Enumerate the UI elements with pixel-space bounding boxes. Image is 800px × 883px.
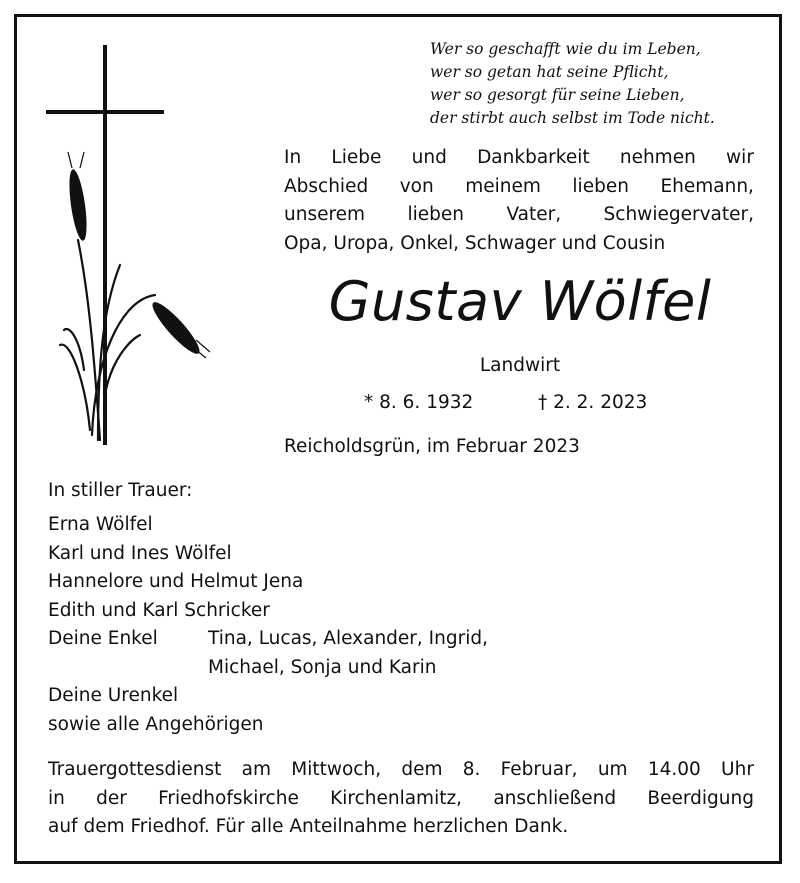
service-line: auf dem Friedhof. Für alle Anteilnahme herzlichen Dank. xyxy=(48,816,569,837)
mourner-grandchildren-cont xyxy=(48,654,488,683)
service-line xyxy=(48,756,754,785)
mourner: Karl und Ines Wölfel xyxy=(48,542,232,564)
intro-line xyxy=(284,144,754,173)
word: Trauergottesdienst xyxy=(48,759,222,780)
word: der xyxy=(96,787,127,809)
word: Schwiegervater, xyxy=(603,204,754,225)
wheat-icon xyxy=(60,240,155,440)
death-date: † 2. 2. 2023 xyxy=(538,392,648,413)
intro-line xyxy=(284,201,754,230)
word: und xyxy=(411,147,447,168)
word: Beerdigung xyxy=(647,787,754,809)
grandchildren-label: Deine Enkel xyxy=(48,628,158,649)
word: Uhr xyxy=(721,759,754,780)
word: dem xyxy=(401,759,443,780)
intro-text xyxy=(284,144,754,258)
mourner: Hannelore und Helmut Jena xyxy=(48,571,304,592)
place-date: Reicholdsgrün, im Februar 2023 xyxy=(284,436,580,457)
mourner: sowie alle Angehörigen xyxy=(48,713,264,735)
birth-date: * 8. 6. 1932 xyxy=(364,392,474,413)
mourner-grandchildren xyxy=(48,625,488,654)
word: Kirchenlamitz, xyxy=(330,787,463,809)
word: 8. xyxy=(462,759,481,780)
word: Mittwoch, xyxy=(291,759,382,780)
word: am xyxy=(241,759,271,780)
word: Ehemann, xyxy=(660,175,754,197)
intro-line xyxy=(284,173,754,202)
word: In xyxy=(284,147,302,168)
word: Liebe xyxy=(331,147,382,168)
word: in xyxy=(48,787,65,809)
mourner: Erna Wölfel xyxy=(48,514,153,535)
word: anschließend xyxy=(493,787,617,809)
mourning-heading: In stiller Trauer: xyxy=(48,480,193,501)
poem-line: Wer so geschafft wie du im Leben, xyxy=(430,40,701,58)
word: 14.00 xyxy=(647,759,701,780)
service-line xyxy=(48,785,754,814)
word: Februar, xyxy=(500,759,578,780)
cross-icon xyxy=(40,40,220,450)
word: nehmen xyxy=(619,147,696,168)
word: Dankbarkeit xyxy=(477,147,590,168)
service-info xyxy=(48,756,754,842)
mourner: Deine Urenkel xyxy=(48,685,179,706)
word: wir xyxy=(726,147,754,168)
grandchildren-names: Tina, Lucas, Alexander, Ingrid, xyxy=(208,628,488,649)
deceased-name: Gustav Wölfel xyxy=(328,270,712,333)
mourners-list xyxy=(48,511,488,739)
mourner: Edith und Karl Schricker xyxy=(48,599,270,621)
poem xyxy=(430,38,760,130)
word: Friedhofskirche xyxy=(158,787,299,809)
word: unserem xyxy=(284,204,366,225)
deceased-occupation: Landwirt xyxy=(479,355,561,376)
word: lieben xyxy=(407,204,465,225)
poem-line: wer so gesorgt für seine Lieben, xyxy=(430,86,685,104)
poem-line: der stirbt auch selbst im Tode nicht. xyxy=(430,109,715,127)
word: Vater, xyxy=(506,204,562,225)
poem-line: wer so getan hat seine Pflicht, xyxy=(430,63,669,81)
word: lieben xyxy=(572,175,629,197)
word: um xyxy=(597,759,628,780)
word: meinem xyxy=(465,175,541,197)
intro-line: Opa, Uropa, Onkel, Schwager und Cousin xyxy=(284,232,666,254)
word: von xyxy=(399,175,434,197)
grandchildren-names: Michael, Sonja und Karin xyxy=(208,656,437,678)
word: Abschied xyxy=(284,175,369,197)
